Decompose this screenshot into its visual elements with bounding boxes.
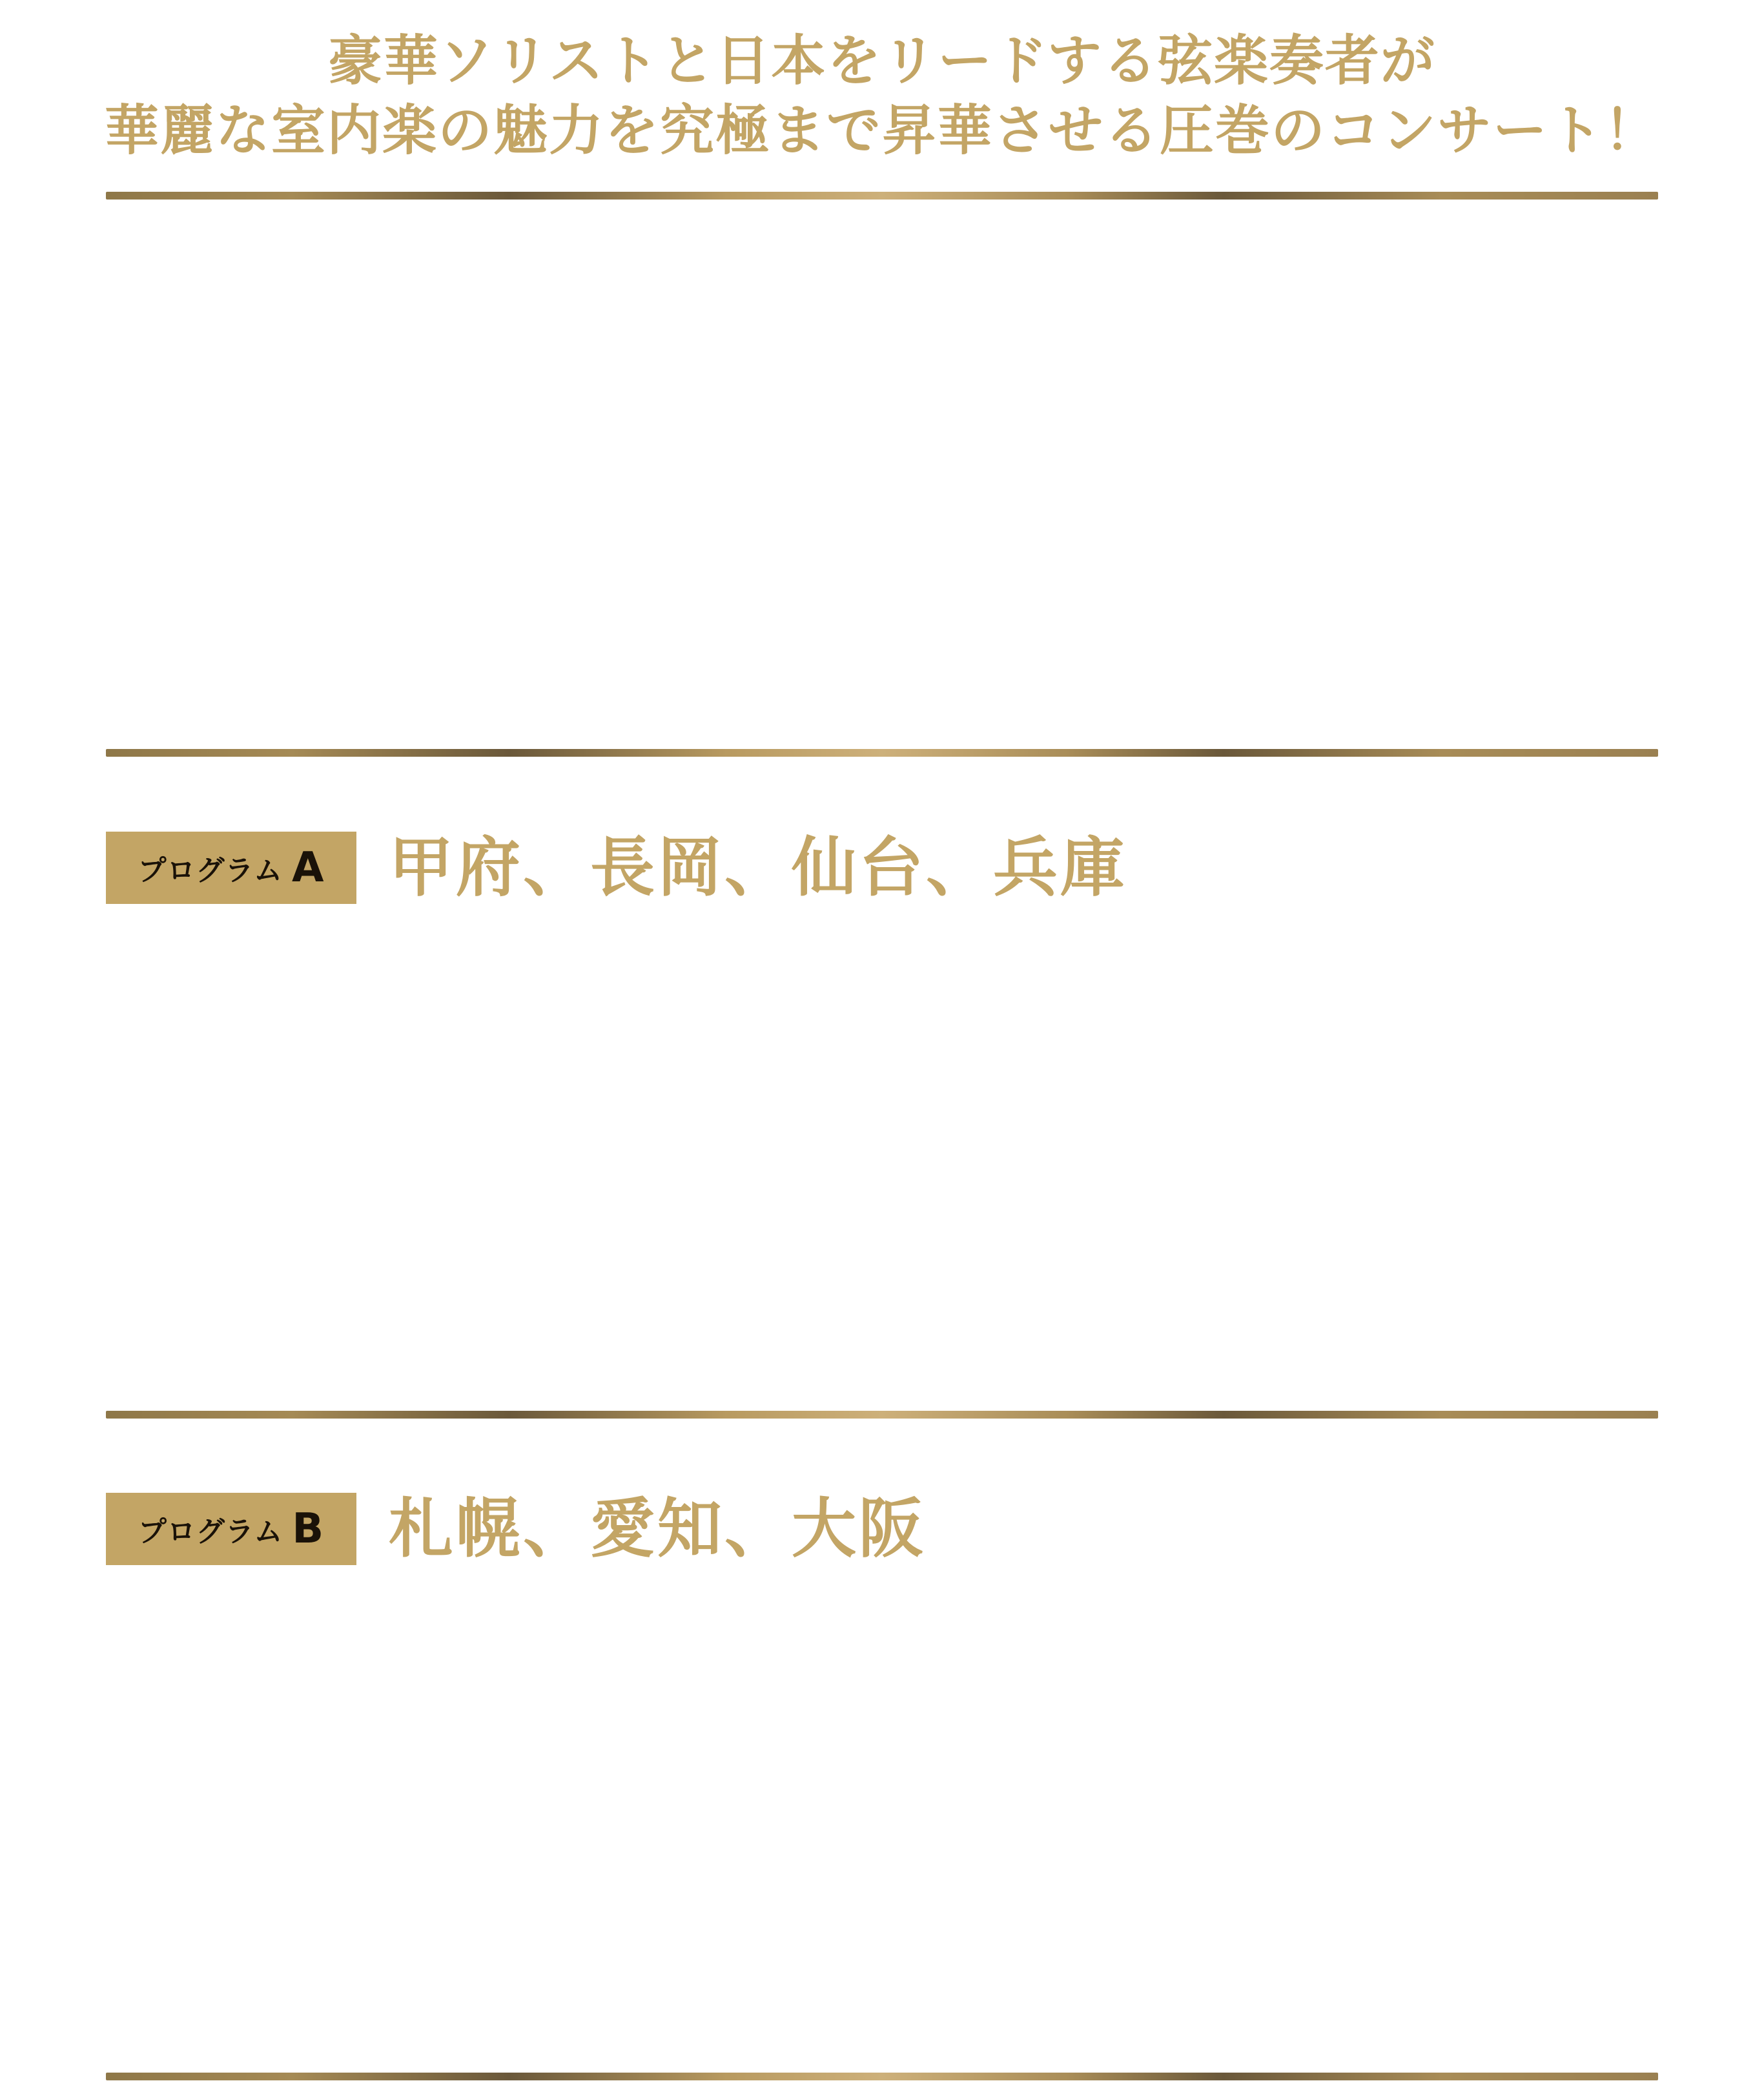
program-a-badge-letter: A bbox=[292, 844, 325, 892]
program-b-badge-label: プログラム bbox=[138, 1515, 283, 1548]
gold-divider-bottom bbox=[106, 2073, 1658, 2080]
headline-line-1: 豪華ソリストと日本をリードする弦楽奏者が bbox=[328, 28, 1436, 92]
gold-divider-program-b bbox=[106, 1411, 1658, 1419]
program-a-badge-label: プログラム bbox=[138, 854, 283, 887]
headline bbox=[0, 26, 1764, 165]
program-b-cities: 札幌、愛知、大阪 bbox=[389, 1491, 926, 1566]
program-b-section bbox=[106, 1493, 926, 1565]
program-a-section bbox=[106, 832, 1127, 904]
program-b-badge bbox=[106, 1493, 356, 1565]
headline-line-2: 華麗な室内楽の魅力を究極まで昇華させる圧巻のコンサート！ bbox=[104, 98, 1659, 162]
gold-divider-program-a bbox=[106, 749, 1658, 757]
program-a-cities: 甲府、長岡、仙台、兵庫 bbox=[389, 830, 1127, 905]
gold-divider-top bbox=[106, 192, 1658, 200]
program-b-badge-letter: B bbox=[292, 1505, 325, 1553]
program-a-badge bbox=[106, 832, 356, 904]
